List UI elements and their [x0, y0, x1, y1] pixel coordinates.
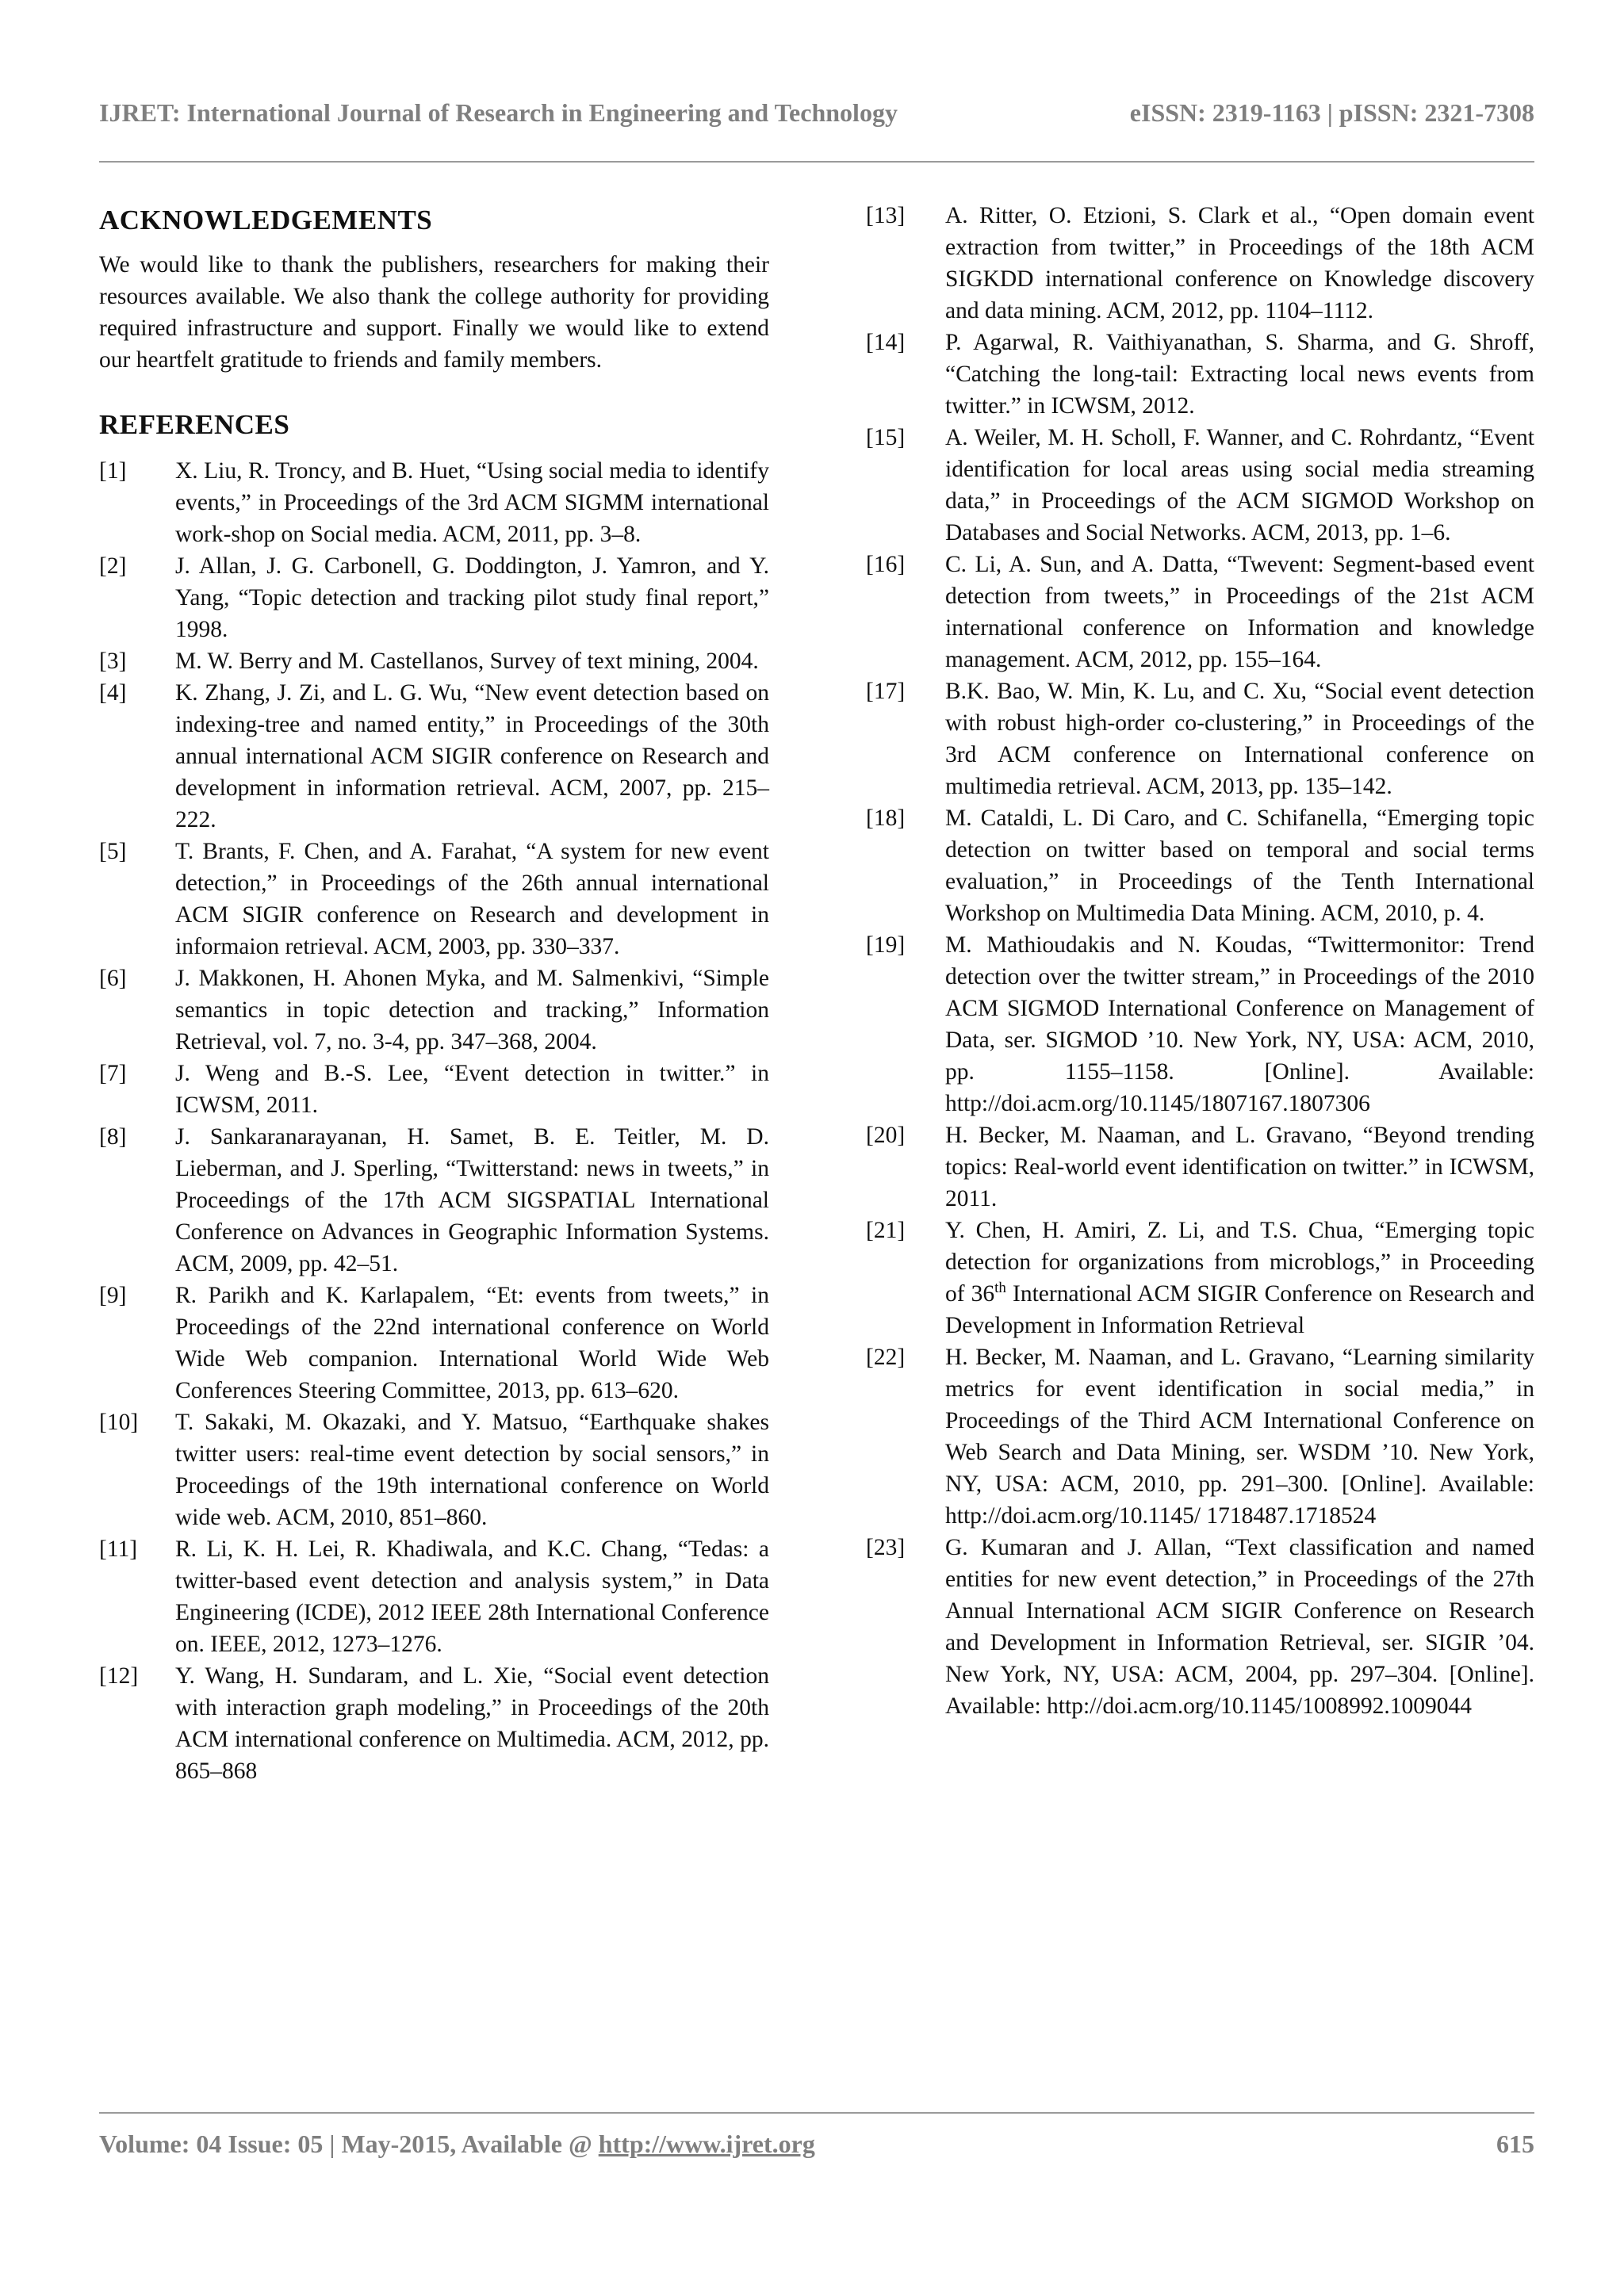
reference-text: M. W. Berry and M. Castellanos, Survey of text mining, 2004. — [175, 649, 759, 674]
reference-list-left — [99, 455, 769, 1787]
header-divider — [99, 161, 1534, 163]
reference-number: [13] — [866, 203, 906, 228]
reference-text: C. Li, A. Sun, and A. Datta, “Twevent: Segment-based event detection from tweets,” in Proceedings of the 21st ACM international conference on Information and knowledge management. ACM, 2012, pp. 155–164. — [945, 552, 1534, 672]
reference-number: [6] — [99, 966, 127, 991]
reference-number: [16] — [866, 552, 906, 577]
left-column — [99, 203, 769, 1787]
volume-info: Volume: 04 Issue: 05 | May-2015, Available @ — [99, 2130, 599, 2158]
footer-divider — [99, 2112, 1534, 2114]
reference-number: [3] — [99, 649, 127, 674]
issn-info: eISSN: 2319-1163 | pISSN: 2321-7308 — [1129, 98, 1534, 127]
superscript: th — [994, 1280, 1006, 1297]
reference-text: R. Li, K. H. Lei, R. Khadiwala, and K.C. Chang, “Tedas: a twitter-based event detection and analysis system,” in Data Engineering (ICDE), 2012 IEEE 28th International Conference on. IEEE, 2012, 1273–1276. — [175, 1536, 769, 1657]
reference-item — [866, 549, 1534, 675]
reference-item — [99, 1406, 769, 1533]
reference-number: [19] — [866, 932, 906, 958]
reference-text: T. Brants, F. Chen, and A. Farahat, “A system for new event detection,” in Proceedings of the 26th annual international ACM SIGIR conference on Research and development in informaion retrieval. ACM, 2003, pp. 330–337. — [175, 839, 769, 959]
reference-number: [8] — [99, 1124, 127, 1150]
reference-text: Y. Wang, H. Sundaram, and L. Xie, “Social event detection with interaction graph modeling,” in Proceedings of the 20th ACM international conference on Multimedia. ACM, 2012, pp. 865–868 — [175, 1663, 769, 1784]
reference-number: [11] — [99, 1536, 138, 1562]
reference-item — [99, 645, 769, 677]
reference-number: [20] — [866, 1123, 906, 1148]
journal-link[interactable]: http://www.ijret.org — [598, 2130, 815, 2158]
reference-item — [99, 962, 769, 1058]
reference-item — [99, 455, 769, 550]
reference-number: [1] — [99, 458, 127, 484]
reference-number: [9] — [99, 1283, 127, 1308]
reference-text: P. Agarwal, R. Vaithiyanathan, S. Sharma, and G. Shroff, “Catching the long-tail: Extracting local news events from twitter.” in ICWSM, 2012. — [945, 330, 1534, 419]
reference-text: J. Makkonen, H. Ahonen Myka, and M. Salmenkivi, “Simple semantics in topic detection and tracking,” Information Retrieval, vol. 7, no. 3-4, pp. 347–368, 2004. — [175, 966, 769, 1054]
reference-text: J. Sankaranarayanan, H. Samet, B. E. Teitler, M. D. Lieberman, and J. Sperling, “Twitterstand: news in tweets,” in Proceedings of the 17th ACM SIGSPATIAL International Conference on Advances in Geographic Information Systems. ACM, 2009, pp. 42–51. — [175, 1124, 769, 1276]
page-footer — [99, 2130, 1534, 2168]
reference-item — [99, 677, 769, 836]
reference-text: X. Liu, R. Troncy, and B. Huet, “Using social media to identify events,” in Proceedings of the 3rd ACM SIGMM international work-shop on Social media. ACM, 2011, pp. 3–8. — [175, 458, 769, 547]
reference-text: H. Becker, M. Naaman, and L. Gravano, “Learning similarity metrics for event identification in social media,” in Proceedings of the Third ACM International Conference on Web Search and Data Mining, ser. WSDM ’10. New York, NY, USA: ACM, 2010, pp. 291–300. [Online]. Available: http://doi.acm.org/10.1145/ 1718487.1718524 — [945, 1345, 1534, 1529]
page-number: 615 — [1496, 2130, 1534, 2158]
reference-item — [866, 1341, 1534, 1532]
reference-text-part: International ACM SIGIR Conference on Research and Development in Information Retrieval — [945, 1281, 1534, 1338]
reference-number: [21] — [866, 1218, 906, 1243]
reference-item — [99, 550, 769, 645]
reference-number: [12] — [99, 1663, 139, 1689]
reference-number: [7] — [99, 1061, 127, 1086]
reference-text: H. Becker, M. Naaman, and L. Gravano, “Beyond trending topics: Real-world event identification on twitter.” in ICWSM, 2011. — [945, 1123, 1534, 1211]
reference-number: [22] — [866, 1345, 906, 1370]
reference-number: [10] — [99, 1410, 139, 1435]
reference-number: [4] — [99, 680, 127, 706]
reference-number: [14] — [866, 330, 906, 355]
reference-item — [99, 1121, 769, 1280]
reference-number: [18] — [866, 806, 906, 831]
reference-text: G. Kumaran and J. Allan, “Text classification and named entities for new event detection,” in Proceedings of the 27th Annual International ACM SIGIR Conference on Research and Development in Information Retrieval, ser. SIGIR ’04. New York, NY, USA: ACM, 2004, pp. 297–304. [Online]. Available: http://doi.acm.org/10.1145/1008992.1009044 — [945, 1535, 1534, 1719]
reference-number: [2] — [99, 553, 127, 579]
reference-number: [23] — [866, 1535, 906, 1560]
reference-text — [945, 1215, 1534, 1341]
reference-item — [99, 836, 769, 962]
page-header — [99, 98, 1534, 135]
reference-item — [866, 1119, 1534, 1215]
acknowledgements-text: We would like to thank the publishers, researchers for making their resources available. We also thank the college authority for providing required infrastructure and support. Finally we would like to extend our heartfelt gratitude to friends and family members. — [99, 252, 769, 373]
reference-item — [866, 929, 1534, 1119]
reference-text: A. Ritter, O. Etzioni, S. Clark et al., “Open domain event extraction from twitter,” in Proceedings of the 18th ACM SIGKDD international conference on Knowledge discovery and data mining. ACM, 2012, pp. 1104–1112. — [945, 203, 1534, 323]
acknowledgements-heading: ACKNOWLEDGEMENTS — [99, 205, 433, 235]
reference-number: [5] — [99, 839, 127, 864]
reference-item — [99, 1280, 769, 1406]
reference-text: K. Zhang, J. Zi, and L. G. Wu, “New event detection based on indexing-tree and named entity,” in Proceedings of the 30th annual international ACM SIGIR conference on Research and development in information retrieval. ACM, 2007, pp. 215–222. — [175, 680, 769, 832]
reference-text: M. Cataldi, L. Di Caro, and C. Schifanella, “Emerging topic detection on twitter based on temporal and social terms evaluation,” in Proceedings of the Tenth International Workshop on Multimedia Data Mining. ACM, 2010, p. 4. — [945, 806, 1534, 926]
reference-text: M. Mathioudakis and N. Koudas, “Twittermonitor: Trend detection over the twitter stream,” in Proceedings of the 2010 ACM SIGMOD International Conference on Management of Data, ser. SIGMOD ’10. New York, NY, USA: ACM, 2010, pp. 1155–1158. [Online]. Available: http://doi.acm.org/10.1145/1807167.1807306 — [945, 932, 1534, 1116]
reference-item — [99, 1660, 769, 1787]
reference-number: [15] — [866, 425, 906, 450]
reference-item — [866, 1215, 1534, 1341]
references-heading: REFERENCES — [99, 409, 290, 440]
right-column — [866, 200, 1534, 1722]
reference-text-part: Y. Chen, H. Amiri, Z. Li, and T.S. Chua, “Emerging topic detection for organizations from microblogs,” in Proceeding of 36 — [945, 1218, 1534, 1307]
reference-item — [866, 200, 1534, 327]
reference-item — [866, 422, 1534, 549]
reference-item — [99, 1058, 769, 1121]
reference-item — [99, 1533, 769, 1660]
reference-item — [866, 675, 1534, 802]
reference-text: T. Sakaki, M. Okazaki, and Y. Matsuo, “Earthquake shakes twitter users: real-time event detection by social sensors,” in Proceedings of the 19th international conference on World wide web. ACM, 2010, 851–860. — [175, 1410, 769, 1530]
reference-text: R. Parikh and K. Karlapalem, “Et: events from tweets,” in Proceedings of the 22nd international conference on World Wide Web companion. International World Wide Web Conferences Steering Committee, 2013, pp. 613–620. — [175, 1283, 769, 1403]
reference-text: J. Weng and B.-S. Lee, “Event detection in twitter.” in ICWSM, 2011. — [175, 1061, 769, 1118]
reference-text: A. Weiler, M. H. Scholl, F. Wanner, and C. Rohrdantz, “Event identification for local areas using social media streaming data,” in Proceedings of the ACM SIGMOD Workshop on Databases and Social Networks. ACM, 2013, pp. 1–6. — [945, 425, 1534, 545]
reference-list-right — [866, 200, 1534, 1722]
reference-number: [17] — [866, 679, 906, 704]
footer-volume — [99, 2130, 815, 2159]
reference-text: J. Allan, J. G. Carbonell, G. Doddington, J. Yamron, and Y. Yang, “Topic detection and tracking pilot study final report,” 1998. — [175, 553, 769, 642]
journal-title: IJRET: International Journal of Research in Engineering and Technology — [99, 98, 898, 127]
reference-text: B.K. Bao, W. Min, K. Lu, and C. Xu, “Social event detection with robust high-order co-clustering,” in Proceedings of the 3rd ACM conference on International conference on multimedia retrieval. ACM, 2013, pp. 135–142. — [945, 679, 1534, 799]
reference-item — [866, 327, 1534, 422]
reference-item — [866, 802, 1534, 929]
reference-item — [866, 1532, 1534, 1722]
